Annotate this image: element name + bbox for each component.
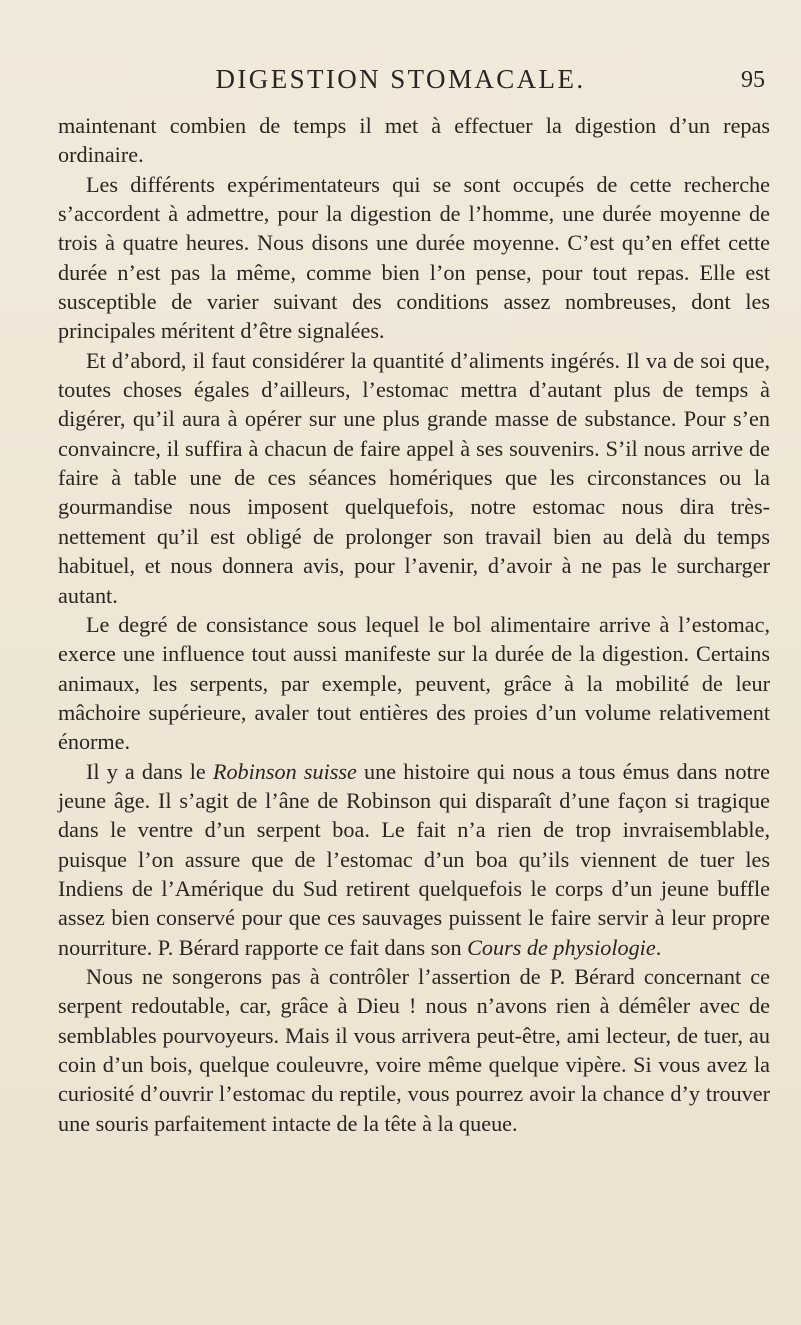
page-header — [0, 64, 801, 104]
paragraph-robinson-end: . — [655, 934, 662, 960]
body-text — [58, 111, 770, 1138]
book-title-cours: Cours de physiologie — [467, 934, 656, 960]
running-head: DIGESTION STOMACALE. — [215, 64, 586, 94]
book-title-robinson: Robinson suisse — [212, 758, 357, 784]
paragraph-quantity: Et d’abord, il faut considérer la quantité d’aliments ingérés. Il va de soi que, toutes choses égales d’ailleurs, l’estomac mettra d’autant plus de temps à digérer, qu’il aura à opérer sur une plus grande masse de substance. Pour s’en convaincre, il suffira à chacun de faire appel à ses souvenirs. S’il nous arrive de faire à table une de ces séances homériques que les circonstances ou la gourmandise nous imposent quelquefois, notre estomac nous dira très-nettement qu’il est obligé de prolonger son travail bien au delà du temps habituel, et nous donnera avis, pour l’avenir, d’avoir à ne pas le surcharger autant. — [58, 347, 770, 608]
paragraph-robinson — [58, 757, 770, 962]
paragraph-berard: Nous ne songerons pas à contrôler l’assertion de P. Bérard concernant ce serpent redoutable, car, grâce à Dieu ! nous n’avons rien à démêler avec de semblables pourvoyeurs. Mais il vous arrivera peut-être, ami lecteur, de tuer, au coin d’un bois, quelque couleuvre, voire même quelque vipère. Si vous avez la curiosité d’ouvrir l’estomac du reptile, vous pourrez avoir la chance d’y trouver une souris parfaitement intacte de la tête à la queue. — [58, 963, 770, 1136]
page-number: 95 — [741, 67, 765, 93]
paragraph-durations: Les différents expérimentateurs qui se sont occupés de cette recherche s’accordent à admettre, pour la digestion de l’homme, une durée moyenne de trois à quatre heures. Nous disons une durée moyenne. C’est qu’en effet cette durée n’est pas la même, comme bien l’on pense, pour tout repas. Elle est susceptible de varier suivant des conditions assez nombreuses, dont les principales méritent d’être signalées. — [58, 171, 770, 344]
paragraph-consistency: Le degré de consistance sous lequel le bol alimentaire arrive à l’estomac, exerce une influence tout aussi manifeste sur la durée de la digestion. Certains animaux, les serpents, par exemple, peuvent, grâce à la mobilité de leur mâchoire supérieure, avaler tout entières des proies d’un volume relativement énorme. — [58, 611, 770, 755]
paragraph-robinson-start: Il y a dans le — [86, 758, 213, 784]
paragraph-continuation: maintenant combien de temps il met à effectuer la digestion d’un repas ordinaire. — [58, 113, 770, 168]
paragraph-robinson-middle: une histoire qui nous a tous émus dans notre jeune âge. Il s’agit de l’âne de Robinson qui disparaît d’une façon si tragique dans le ventre d’un serpent boa. Le fait n’a rien de trop invraisemblable, puisque l’on assure que de l’estomac d’un boa qu’ils viennent de tuer les Indiens de l’Amérique du Sud retirent quelquefois le corps d’un jeune buffle assez bien conservé pour que ces sauvages puissent le faire servir à leur propre nourriture. P. Bérard rapporte ce fait dans son — [58, 758, 770, 960]
